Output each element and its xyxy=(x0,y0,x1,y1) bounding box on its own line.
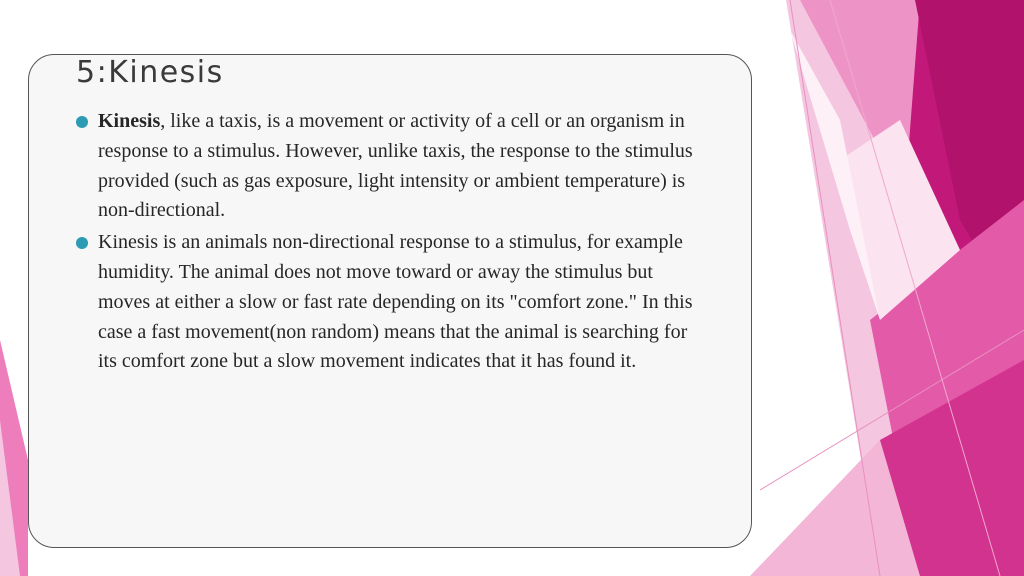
bullet-term: Kinesis xyxy=(98,110,161,132)
slide-title: 5:Kinesis xyxy=(76,55,224,90)
bullet-item-1 xyxy=(74,107,694,226)
bullet-dot-icon xyxy=(76,116,88,128)
bullet-dot-icon xyxy=(76,237,88,249)
bullet-item-2 xyxy=(74,228,694,377)
bullet-text: Kinesis is an animals non-directional response to a stimulus, for example humidity. The animal does not move toward or away the stimulus but moves at either a slow or fast rate depending on its "comfort zone." In this case a fast movement(non random) means that the animal is searching for its comfort zone but a slow movement indicates that it has found it. xyxy=(98,231,693,373)
bullet-text: , like a taxis, is a movement or activity of a cell or an organism in response to a stimulus. However, unlike taxis, the response to the stimulus provided (such as gas exposure, light intensity or ambient temperature) is non-directional. xyxy=(98,110,693,222)
bullet-list xyxy=(74,107,694,379)
